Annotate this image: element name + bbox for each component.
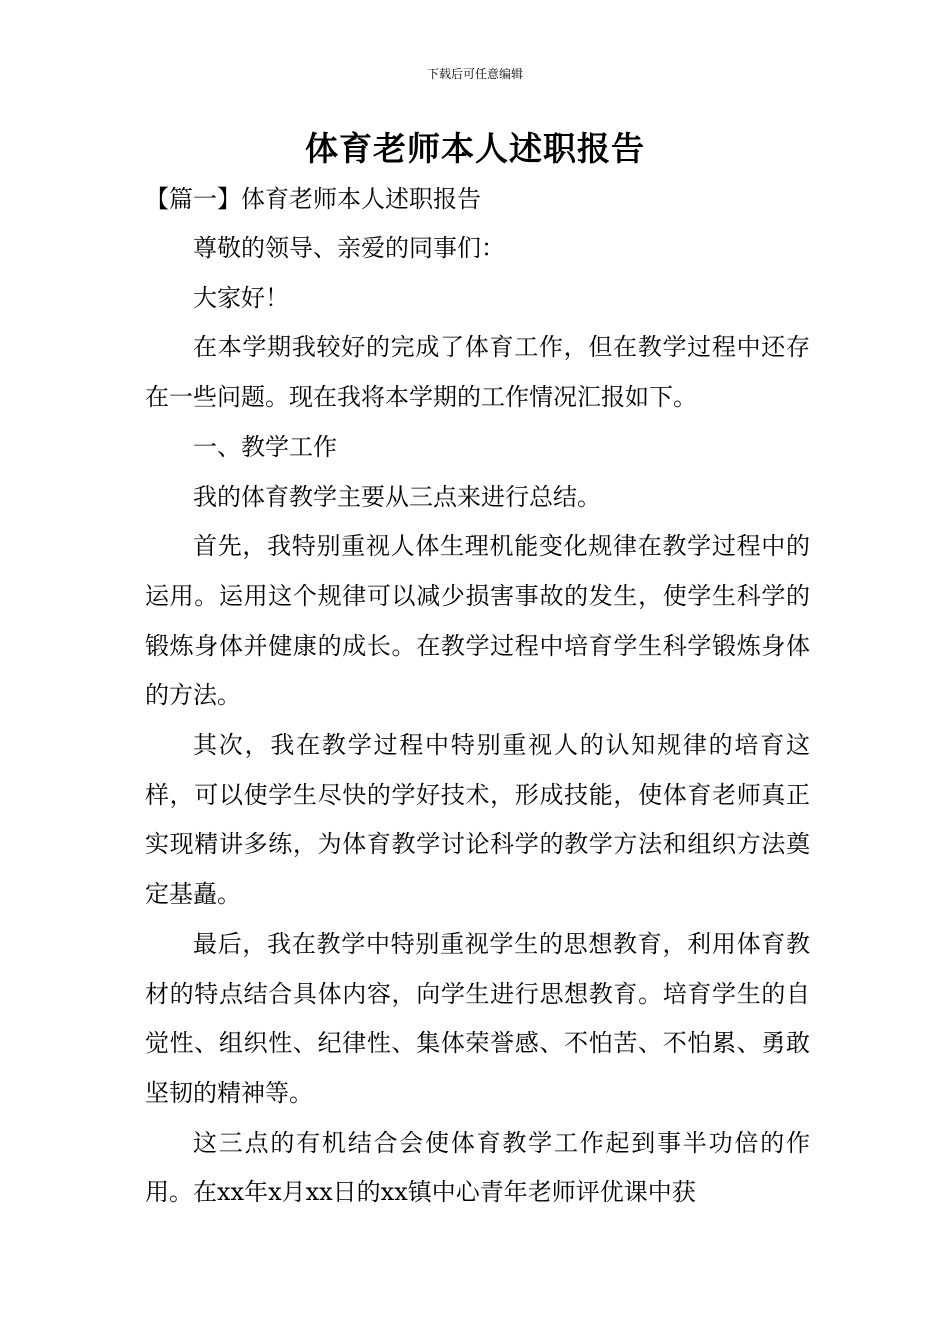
document-body (145, 224, 810, 1218)
paragraph-first-point: 首先，我特别重视人体生理机能变化规律在教学过程中的运用。运用这个规律可以减少损害事故的发生，使学生科学的锻炼身体并健康的成长。在教学过程中培育学生科学锻炼身体的方法。 (145, 532, 810, 710)
section-heading: 【篇一】体育老师本人述职报告 (145, 185, 481, 213)
paragraph-subheading: 一、教学工作 (193, 432, 337, 461)
paragraph-second-point: 其次，我在教学过程中特别重视人的认知规律的培育这样，可以使学生尽快的学好技术，形成技能，使体育老师真正实现精讲多练，为体育教学讨论科学的教学方法和组织方法奠定基矗。 (145, 731, 810, 909)
paragraph-summary: 我的体育教学主要从三点来进行总结。 (193, 482, 601, 511)
paragraph-salutation: 大家好！ (193, 283, 289, 312)
paragraph-third-point: 最后，我在教学中特别重视学生的思想教育，利用体育教材的特点结合具体内容，向学生进行思想教育。培育学生的自觉性、组织性、纪律性、集体荣誉感、不怕苦、不怕累、勇敢坚韧的精神等。 (145, 929, 810, 1107)
paragraph-conclusion: 这三点的有机结合会使体育教学工作起到事半功倍的作用。在xx年x月xx日的xx镇中心青年老师评优课中获 (145, 1128, 810, 1207)
paragraph-greeting: 尊敬的领导、亲爱的同事们： (193, 234, 505, 262)
paragraph-intro: 在本学期我较好的完成了体育工作，但在教学过程中还存在一些问题。现在我将本学期的工作情况汇报如下。 (145, 333, 810, 412)
document-title: 体育老师本人述职报告 (305, 129, 645, 168)
header-note: 下载后可任意编辑 (426, 67, 523, 81)
